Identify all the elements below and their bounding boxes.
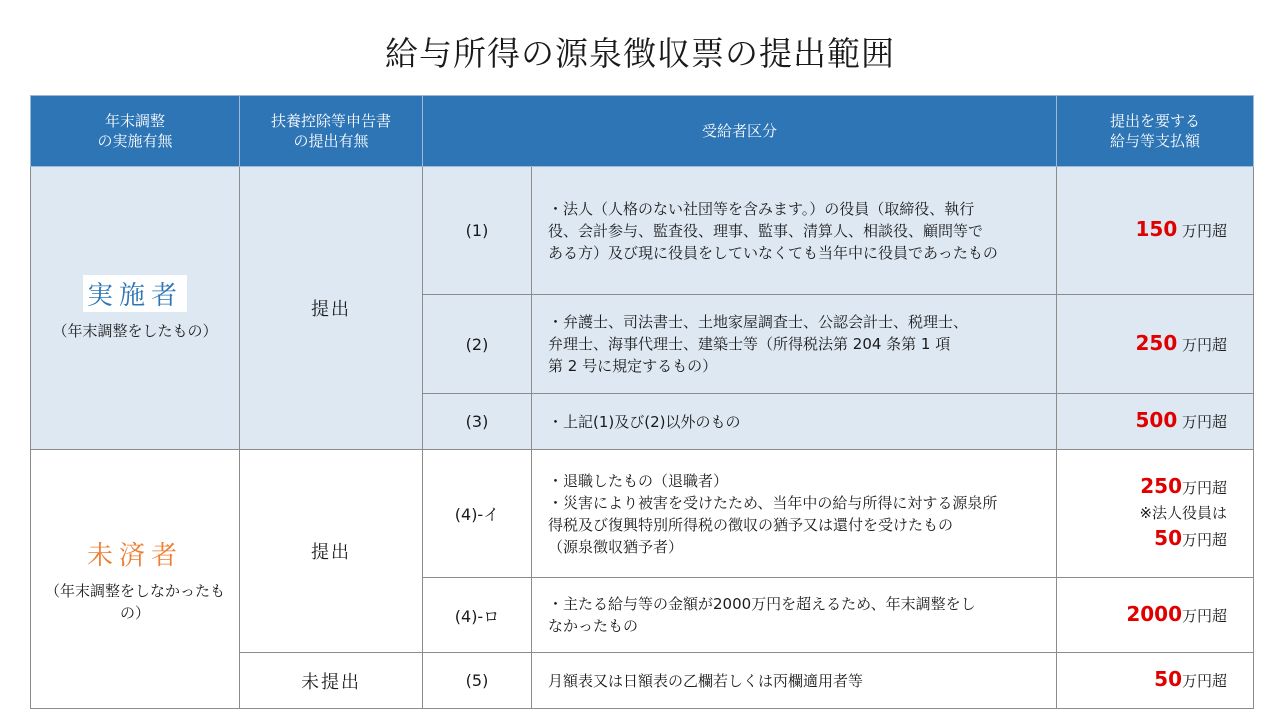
amount-unit: 万円超 [1182, 672, 1228, 690]
page-title: 給与所得の源泉徴収票の提出範囲 [385, 34, 895, 73]
desc-line: 得税及び復興特別所得税の徴収の猶予又は還付を受けたもの [548, 515, 954, 534]
row-description [532, 653, 1057, 709]
desc-line: （源泉徴収猶予者） [548, 537, 684, 556]
header-text: の提出有無 [293, 132, 369, 150]
submission-cell: 提出 [240, 167, 423, 450]
row-amount [1057, 578, 1254, 653]
desc-line: 役、会計参与、監査役、理事、監事、清算人、相談役、顧問等で [548, 221, 984, 240]
row-description [532, 167, 1057, 295]
amount-value: 250 [1140, 474, 1182, 498]
amount-value: 150 [1135, 217, 1178, 241]
status-label-done: 実施者 [83, 275, 187, 312]
row-amount [1057, 167, 1254, 295]
desc-line: ある方）及び現に役員をしていなくても当年中に役員であったもの [548, 243, 998, 262]
row-amount [1057, 394, 1254, 450]
amount-unit: 万円超 [1177, 413, 1228, 431]
header-year-end-adjustment [31, 96, 240, 167]
row-description [532, 578, 1057, 653]
table-row [31, 450, 1254, 578]
desc-line: ・主たる給与等の金額が2000万円を超えるため、年末調整をし [548, 595, 976, 613]
row-amount [1057, 295, 1254, 394]
amount-unit: 万円超 [1182, 531, 1228, 549]
table-row [31, 167, 1254, 295]
amount-note: ※法人役員は [1139, 504, 1228, 522]
not-submitted-cell: 未提出 [240, 653, 423, 709]
row-description [532, 295, 1057, 394]
desc-line: ・災害により被害を受けたため、当年中の給与所得に対する源泉所 [548, 493, 998, 512]
submission-range-table [30, 95, 1254, 709]
desc-line: 月額表又は日額表の乙欄若しくは丙欄適用者等 [548, 671, 864, 690]
desc-line: 第 2 号に規定するもの） [548, 357, 718, 375]
row-description [532, 394, 1057, 450]
header-text: 提出を要する [1110, 112, 1201, 130]
row-number: (4)-イ [423, 450, 532, 578]
header-text: 給与等支払額 [1110, 132, 1201, 150]
amount-unit: 万円超 [1182, 479, 1228, 497]
row-number: (5) [423, 653, 532, 709]
header-text: 扶養控除等申告書 [270, 112, 391, 130]
amount-value: 250 [1135, 330, 1178, 355]
amount-unit: 万円超 [1177, 335, 1228, 354]
header-text: の実施有無 [97, 132, 173, 150]
row-description [532, 450, 1057, 578]
row-amount [1057, 653, 1254, 709]
amount-value: 500 [1135, 408, 1178, 432]
row-amount [1057, 450, 1254, 578]
amount-unit: 万円超 [1177, 222, 1228, 240]
header-dependent-form [240, 96, 423, 167]
row-number: (4)-ロ [423, 578, 532, 653]
header-recipient-category: 受給者区分 [423, 96, 1057, 167]
status-cell-notdone [31, 450, 240, 709]
desc-line: なかったもの [548, 617, 639, 635]
status-label-notdone: 未済者 [86, 540, 183, 571]
desc-line: 弁理士、海事代理士、建築士等（所得税法第 204 条第 1 項 [548, 335, 951, 353]
row-number: (3) [423, 394, 532, 450]
submission-cell: 提出 [240, 450, 423, 653]
desc-line: ・退職したもの（退職者） [548, 471, 729, 490]
header-row [31, 96, 1254, 167]
status-sub-notdone: （年末調整をしなかったもの） [44, 581, 225, 622]
amount-value: 2000 [1126, 601, 1182, 626]
row-number: (1) [423, 167, 532, 295]
desc-line: ・弁護士、司法書士、土地家屋調査士、公認会計士、税理士、 [548, 313, 969, 331]
status-cell-done [31, 167, 240, 450]
status-sub-done: （年末調整をしたもの） [52, 321, 218, 340]
desc-line: ・法人（人格のない社団等を含みます。）の役員（取締役、執行 [548, 199, 975, 218]
header-payment-amount [1057, 96, 1254, 167]
amount-value: 50 [1154, 667, 1182, 691]
desc-line: ・上記(1)及び(2)以外のもの [548, 412, 741, 431]
header-text: 年末調整 [104, 112, 165, 130]
row-number: (2) [423, 295, 532, 394]
amount-value-secondary: 50 [1154, 526, 1182, 550]
amount-unit: 万円超 [1182, 606, 1228, 625]
